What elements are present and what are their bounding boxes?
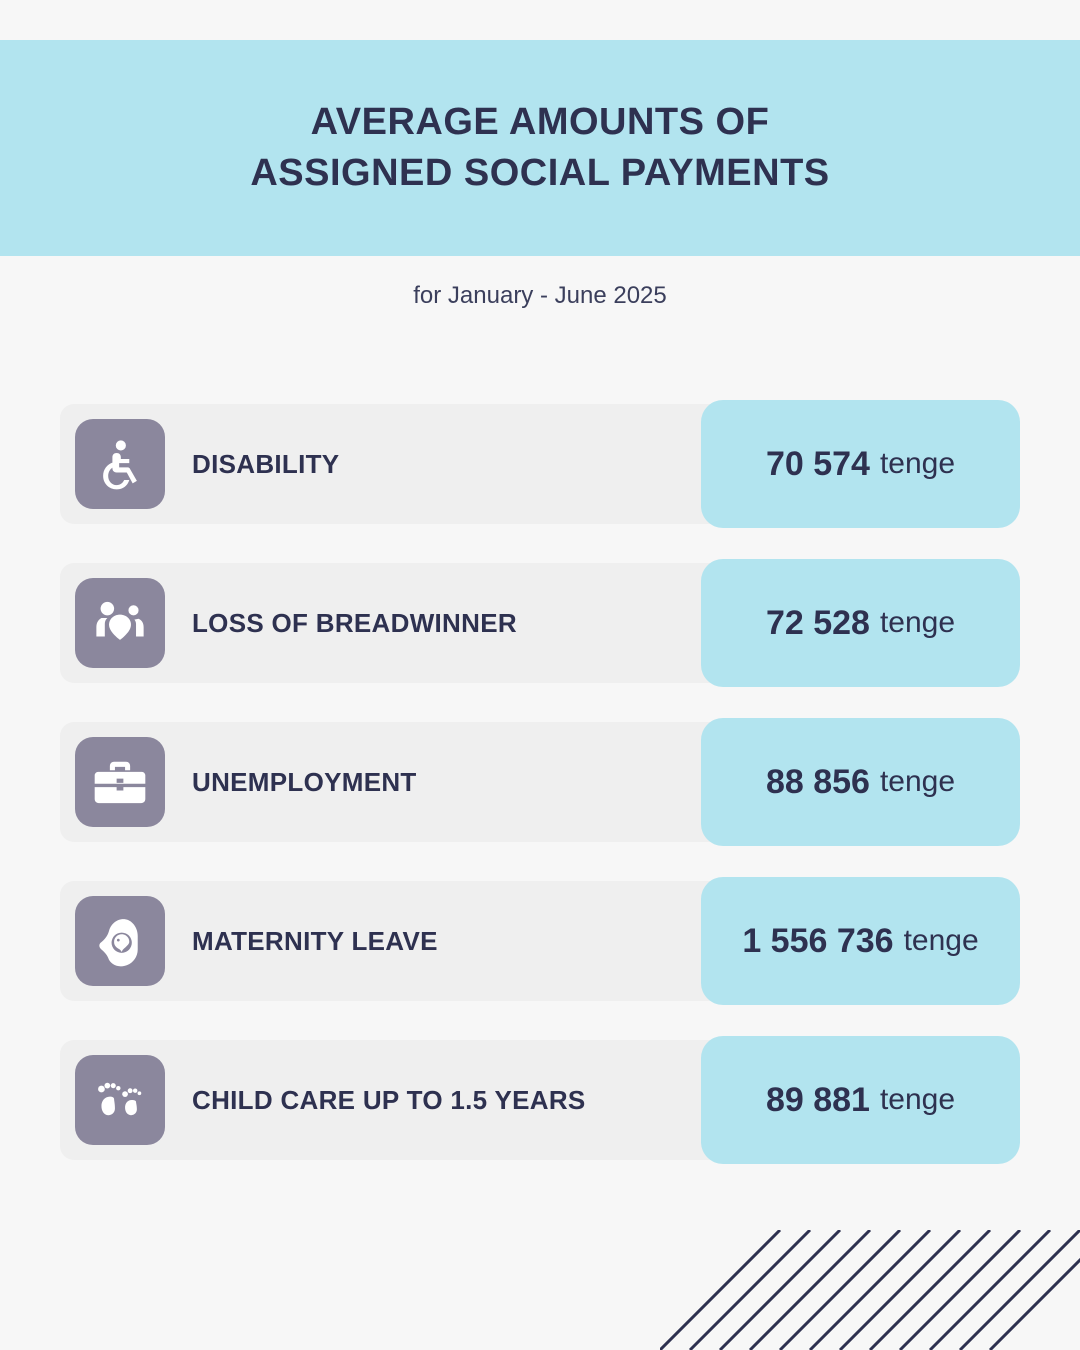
value-amount: 89 881 <box>765 1080 870 1119</box>
briefcase-icon <box>75 737 165 827</box>
baby-feet-icon <box>75 1055 165 1145</box>
value-pill <box>701 559 1020 687</box>
value-amount: 1 556 736 <box>742 921 894 960</box>
decorative-stripes <box>660 1230 1080 1350</box>
list-item-label: UNEMPLOYMENT <box>192 766 417 797</box>
value-pill <box>701 1036 1020 1164</box>
value-amount: 70 574 <box>765 444 870 483</box>
value-pill <box>701 400 1020 528</box>
page-title-line-1: AVERAGE AMOUNTS OF <box>310 100 770 143</box>
value-pill <box>701 718 1020 846</box>
value-unit: tenge <box>879 765 956 798</box>
payments-list <box>60 400 1020 1195</box>
list-item <box>60 1036 1020 1164</box>
list-item <box>60 877 1020 1005</box>
family-heart-icon <box>75 578 165 668</box>
value-unit: tenge <box>903 924 979 957</box>
list-item <box>60 559 1020 687</box>
value-unit: tenge <box>879 1083 956 1116</box>
header-band <box>0 40 1080 256</box>
list-item-label: MATERNITY LEAVE <box>192 925 438 956</box>
list-item <box>60 400 1020 528</box>
list-item-label: DISABILITY <box>192 448 340 479</box>
list-item-label: LOSS OF BREADWINNER <box>192 607 517 638</box>
page-title-line-2: ASSIGNED SOCIAL PAYMENTS <box>250 152 830 194</box>
value-unit: tenge <box>879 606 956 639</box>
page-subtitle: for January - June 2025 <box>413 282 667 309</box>
list-item <box>60 718 1020 846</box>
page-title <box>250 97 829 200</box>
wheelchair-icon <box>75 419 165 509</box>
list-item-label: CHILD CARE UP TO 1.5 YEARS <box>192 1084 586 1115</box>
value-amount: 72 528 <box>765 603 870 642</box>
value-unit: tenge <box>879 447 956 480</box>
value-pill <box>701 877 1020 1005</box>
pregnancy-icon <box>75 896 165 986</box>
value-amount: 88 856 <box>765 762 870 801</box>
